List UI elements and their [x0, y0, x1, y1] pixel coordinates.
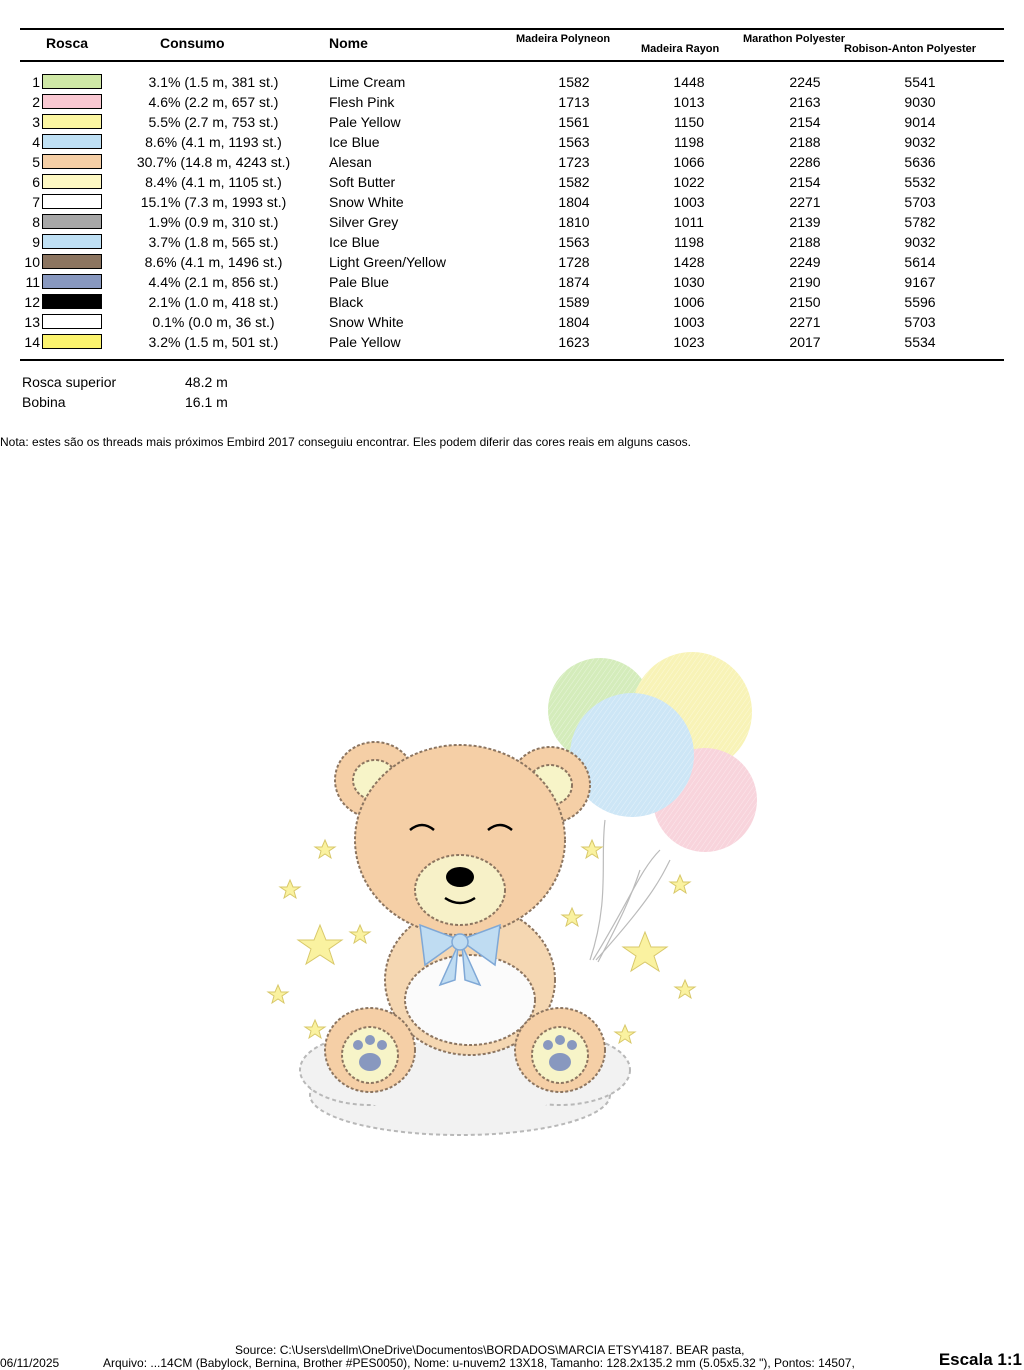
thread-consumo: 2.1% (1.0 m, 418 st.)	[148, 294, 279, 310]
robison-code: 5614	[904, 254, 936, 270]
madeira-polyneon-code: 1804	[558, 194, 590, 210]
table-row	[0, 92, 1024, 112]
footer-source: Source: C:\Users\dellm\OneDrive\Documentos\BORDADOS\MARCIA ETSY\4187. BEAR pasta,	[235, 1343, 745, 1357]
thread-number: 5	[32, 154, 40, 170]
thread-consumo: 3.2% (1.5 m, 501 st.)	[148, 334, 279, 350]
color-swatch	[42, 134, 102, 149]
color-swatch	[42, 274, 102, 289]
header-madeira-rayon: Madeira Rayon	[641, 43, 720, 55]
marathon-code: 2271	[789, 314, 821, 330]
color-swatch	[42, 334, 102, 349]
thread-consumo: 5.5% (2.7 m, 753 st.)	[148, 114, 279, 130]
marathon-code: 2271	[789, 194, 821, 210]
madeira-polyneon-code: 1804	[558, 314, 590, 330]
table-row	[0, 252, 1024, 272]
color-swatch	[42, 194, 102, 209]
header-robison: Robison-Anton Polyester	[844, 43, 977, 55]
thread-consumo: 8.6% (4.1 m, 1496 st.)	[144, 254, 283, 270]
thread-number: 4	[32, 134, 40, 150]
thread-nome: Flesh Pink	[329, 94, 395, 110]
thread-number: 11	[25, 274, 40, 290]
robison-code: 9167	[904, 274, 936, 290]
thread-nome: Pale Yellow	[329, 114, 401, 130]
robison-code: 5596	[904, 294, 936, 310]
table-row	[0, 212, 1024, 232]
marathon-code: 2163	[789, 94, 821, 110]
thread-consumo: 3.1% (1.5 m, 381 st.)	[148, 74, 279, 90]
madeira-polyneon-code: 1623	[558, 334, 590, 350]
madeira-polyneon-code: 1561	[558, 114, 590, 130]
madeira-rayon-code: 1011	[673, 214, 705, 230]
thread-consumo: 4.4% (2.1 m, 856 st.)	[148, 274, 279, 290]
robison-code: 5703	[904, 194, 936, 210]
marathon-code: 2154	[789, 174, 821, 190]
thread-nome: Black	[329, 294, 364, 310]
footer-escala: Escala 1:1	[938, 1350, 1022, 1369]
madeira-polyneon-code: 1713	[558, 94, 590, 110]
table-row	[0, 292, 1024, 312]
footer-date: 06/11/2025	[0, 1356, 60, 1370]
thread-nome: Pale Blue	[329, 274, 389, 290]
thread-consumo: 15.1% (7.3 m, 1993 st.)	[140, 194, 287, 210]
thread-number: 12	[24, 294, 40, 310]
thread-number: 13	[24, 314, 40, 330]
footer-arquivo: Arquivo: ...14CM (Babylock, Bernina, Brother #PES0050), Nome: u-nuvem2 13X18, Tamanho: 128.2x135.2 mm (5.05x5.32 "), Pontos: 14507,	[103, 1356, 855, 1370]
thread-consumo: 3.7% (1.8 m, 565 st.)	[148, 234, 279, 250]
madeira-polyneon-code: 1589	[558, 294, 590, 310]
color-swatch	[42, 234, 102, 249]
balloons	[548, 652, 757, 852]
madeira-polyneon-code: 1810	[558, 214, 590, 230]
robison-code: 9014	[904, 114, 936, 130]
robison-code: 9032	[904, 134, 936, 150]
thread-consumo: 4.6% (2.2 m, 657 st.)	[148, 94, 279, 110]
thread-number: 3	[32, 114, 40, 130]
header-consumo: Consumo	[160, 35, 225, 51]
madeira-polyneon-code: 1874	[558, 274, 590, 290]
thread-nome: Silver Grey	[329, 214, 399, 230]
thread-nome: Soft Butter	[329, 174, 396, 190]
madeira-rayon-code: 1448	[673, 74, 705, 90]
madeira-rayon-code: 1066	[673, 154, 705, 170]
marathon-code: 2286	[789, 154, 821, 170]
robison-code: 5541	[904, 74, 936, 90]
marathon-code: 2139	[789, 214, 821, 230]
note-text: Nota: estes são os threads mais próximos Embird 2017 conseguiu encontrar. Eles podem diferir das cores reais em alguns casos.	[0, 435, 692, 449]
robison-code: 5703	[904, 314, 936, 330]
robison-code: 5782	[904, 214, 936, 230]
table-row	[0, 192, 1024, 212]
table-row	[0, 312, 1024, 332]
thread-consumo: 0.1% (0.0 m, 36 st.)	[152, 314, 275, 330]
marathon-code: 2245	[789, 74, 821, 90]
madeira-polyneon-code: 1723	[558, 154, 590, 170]
color-swatch	[42, 254, 102, 269]
thread-nome: Ice Blue	[329, 134, 380, 150]
header-madeira-polyneon: Madeira Polyneon	[516, 33, 611, 45]
thread-number: 8	[32, 214, 40, 230]
madeira-polyneon-code: 1582	[558, 74, 590, 90]
table-row	[0, 332, 1024, 352]
madeira-rayon-code: 1198	[673, 134, 705, 150]
color-swatch	[42, 294, 102, 309]
table-row	[0, 132, 1024, 152]
total-superior-value: 48.2 m	[185, 374, 228, 390]
marathon-code: 2017	[789, 334, 821, 350]
thread-nome: Light Green/Yellow	[329, 254, 447, 270]
thread-nome: Snow White	[329, 314, 404, 330]
madeira-rayon-code: 1023	[673, 334, 705, 350]
thread-consumo: 1.9% (0.9 m, 310 st.)	[148, 214, 279, 230]
bear-nose	[446, 867, 474, 887]
madeira-rayon-code: 1006	[673, 294, 705, 310]
marathon-code: 2150	[789, 294, 821, 310]
thread-nome: Pale Yellow	[329, 334, 401, 350]
header-rosca: Rosca	[46, 35, 89, 51]
marathon-code: 2249	[789, 254, 821, 270]
total-superior-label: Rosca superior	[22, 374, 117, 390]
thread-consumo: 30.7% (14.8 m, 4243 st.)	[136, 154, 291, 170]
thread-number: 7	[32, 194, 40, 210]
table-row	[0, 72, 1024, 92]
robison-code: 5534	[904, 334, 936, 350]
thread-number: 2	[32, 94, 40, 110]
color-swatch	[42, 94, 102, 109]
thread-number: 14	[24, 334, 40, 350]
madeira-rayon-code: 1198	[673, 234, 705, 250]
madeira-polyneon-code: 1582	[558, 174, 590, 190]
madeira-polyneon-code: 1728	[558, 254, 590, 270]
table-row	[0, 272, 1024, 292]
thread-nome: Ice Blue	[329, 234, 380, 250]
thread-nome: Snow White	[329, 194, 404, 210]
color-swatch	[42, 174, 102, 189]
robison-code: 5532	[904, 174, 936, 190]
color-swatch	[42, 114, 102, 129]
thread-number: 1	[32, 74, 40, 90]
marathon-code: 2188	[789, 134, 821, 150]
thread-consumo: 8.4% (4.1 m, 1105 st.)	[145, 174, 282, 190]
marathon-code: 2190	[789, 274, 821, 290]
embroidery-preview	[260, 640, 780, 1170]
thread-nome: Alesan	[329, 154, 372, 170]
madeira-polyneon-code: 1563	[558, 234, 590, 250]
table-row	[0, 232, 1024, 252]
madeira-polyneon-code: 1563	[558, 134, 590, 150]
table-row	[0, 172, 1024, 192]
robison-code: 9032	[904, 234, 936, 250]
madeira-rayon-code: 1013	[673, 94, 705, 110]
color-swatch	[42, 214, 102, 229]
madeira-rayon-code: 1003	[673, 314, 705, 330]
color-swatch	[42, 154, 102, 169]
robison-code: 9030	[904, 94, 936, 110]
madeira-rayon-code: 1022	[673, 174, 705, 190]
thread-number: 6	[32, 174, 40, 190]
robison-code: 5636	[904, 154, 936, 170]
table-top-rule	[20, 28, 1004, 30]
header-marathon: Marathon Polyester	[743, 33, 846, 45]
thread-consumo: 8.6% (4.1 m, 1193 st.)	[145, 134, 282, 150]
marathon-code: 2188	[789, 234, 821, 250]
thread-table-body	[0, 72, 1024, 352]
table-header-rule	[20, 60, 1004, 62]
table-row	[0, 112, 1024, 132]
thread-nome: Lime Cream	[329, 74, 406, 90]
thread-number: 9	[32, 234, 40, 250]
marathon-code: 2154	[789, 114, 821, 130]
madeira-rayon-code: 1030	[673, 274, 705, 290]
header-nome: Nome	[329, 35, 368, 51]
color-swatch	[42, 74, 102, 89]
color-swatch	[42, 314, 102, 329]
madeira-rayon-code: 1003	[673, 194, 705, 210]
madeira-rayon-code: 1150	[673, 114, 705, 130]
table-bottom-rule	[20, 359, 1004, 361]
table-row	[0, 152, 1024, 172]
balloon-strings	[590, 820, 670, 962]
total-bobina-label: Bobina	[22, 394, 66, 410]
total-bobina-value: 16.1 m	[185, 394, 228, 410]
madeira-rayon-code: 1428	[673, 254, 705, 270]
thread-number: 10	[24, 254, 40, 270]
